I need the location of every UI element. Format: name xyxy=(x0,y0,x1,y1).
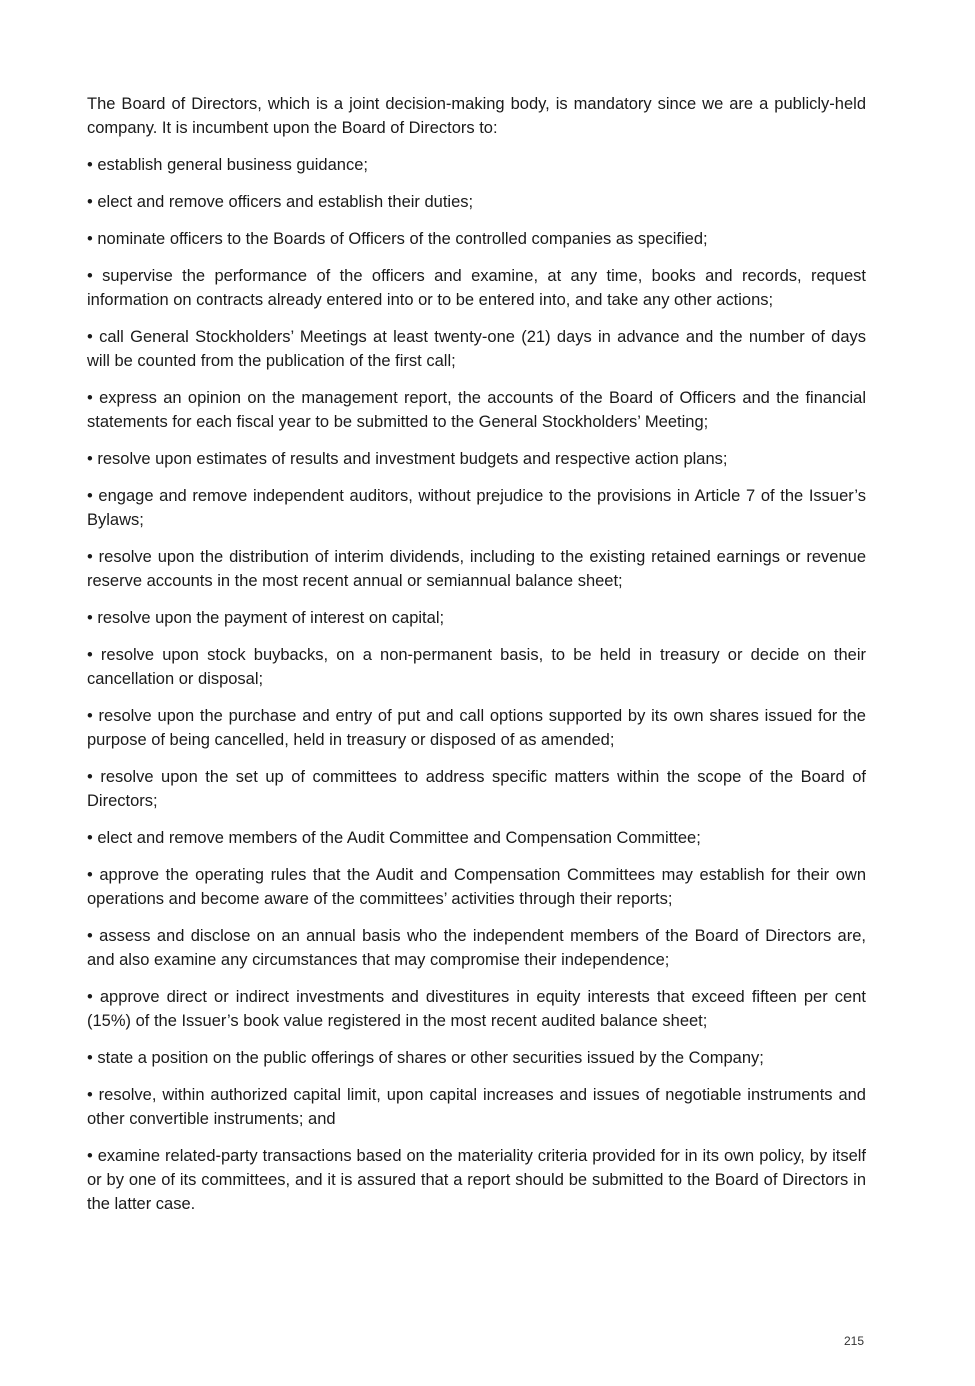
list-item: • express an opinion on the management report, the accounts of the Board of Officers and the financial statements for each fiscal year to be submitted to the General Stockholders’ Meeting; xyxy=(87,389,866,431)
list-item: • state a position on the public offerings of shares or other securities issued by the Company; xyxy=(87,1049,764,1067)
list-item: • elect and remove officers and establish their duties; xyxy=(87,193,474,211)
page-number: 215 xyxy=(843,1334,864,1348)
list-item: • approve direct or indirect investments and divestitures in equity interests that exceed fifteen per cent (15%) of the Issuer’s book value registered in the most recent audited balance sheet; xyxy=(87,988,866,1030)
list-item: • approve the operating rules that the Audit and Compensation Committees may establish for their own operations and become aware of the committees’ activities through their reports; xyxy=(87,866,866,908)
list-item: • resolve upon stock buybacks, on a non-permanent basis, to be held in treasury or decide on their cancellation or disposal; xyxy=(87,646,866,688)
list-item: • examine related-party transactions based on the materiality criteria provided for in its own policy, by itself or by one of its committees, and it is assured that a report should be submitted to the Board of Directors in the latter case. xyxy=(87,1147,866,1213)
list-item: • resolve upon the set up of committees to address specific matters within the scope of the Board of Directors; xyxy=(87,768,866,810)
page-content xyxy=(87,92,866,1229)
list-item: • establish general business guidance; xyxy=(87,156,368,174)
list-item: • elect and remove members of the Audit Committee and Compensation Committee; xyxy=(87,829,701,847)
intro-paragraph: The Board of Directors, which is a joint decision-making body, is mandatory since we are a publicly-held company. It is incumbent upon the Board of Directors to: xyxy=(87,95,866,137)
list-item: • resolve upon the purchase and entry of put and call options supported by its own shares issued for the purpose of being cancelled, held in treasury or disposed of as amended; xyxy=(87,707,866,749)
list-item: • resolve, within authorized capital limit, upon capital increases and issues of negotiable instruments and other convertible instruments; and xyxy=(87,1086,866,1128)
list-item: • assess and disclose on an annual basis who the independent members of the Board of Directors are, and also examine any circumstances that may compromise their independence; xyxy=(87,927,866,969)
list-item: • resolve upon the payment of interest on capital; xyxy=(87,609,445,627)
list-item: • call General Stockholders’ Meetings at least twenty-one (21) days in advance and the number of days will be counted from the publication of the first call; xyxy=(87,328,866,370)
list-item: • engage and remove independent auditors, without prejudice to the provisions in Article 7 of the Issuer’s Bylaws; xyxy=(87,487,866,529)
list-item: • resolve upon estimates of results and investment budgets and respective action plans; xyxy=(87,450,728,468)
list-item: • resolve upon the distribution of interim dividends, including to the existing retained earnings or revenue reserve accounts in the most recent annual or semiannual balance sheet; xyxy=(87,548,866,590)
list-item: • supervise the performance of the officers and examine, at any time, books and records, request information on contracts already entered into or to be entered into, and take any other actions; xyxy=(87,267,866,309)
list-item: • nominate officers to the Boards of Officers of the controlled companies as specified; xyxy=(87,230,708,248)
